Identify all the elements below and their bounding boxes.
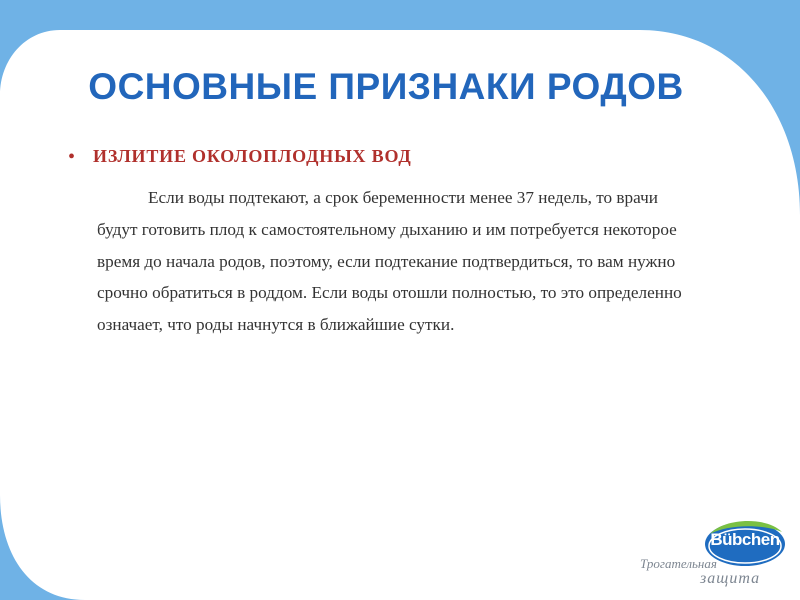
- bullet-heading: ИЗЛИТИЕ ОКОЛОПЛОДНЫХ ВОД: [93, 146, 412, 166]
- body-paragraph: Если воды подтекают, а срок беременности менее 37 недель, то врачи будут готовить плод к самостоятельному дыханию и им потребуется некоторое время до начала родов, поэтому, если подтекание подтвердиться, то вам нужно срочно обратиться в роддом. Если воды отошли полностью, то это определенно означает, что роды начнутся в ближайшие сутки.: [97, 188, 682, 335]
- tagline-line1: Трогательная: [640, 556, 717, 571]
- tagline-line2: защита: [700, 570, 761, 587]
- bullet-marker: •: [68, 145, 76, 168]
- logo-text: Bübchen: [710, 530, 780, 549]
- slide-title: ОСНОВНЫЕ ПРИЗНАКИ РОДОВ: [88, 66, 684, 107]
- bullet-item: [68, 146, 412, 167]
